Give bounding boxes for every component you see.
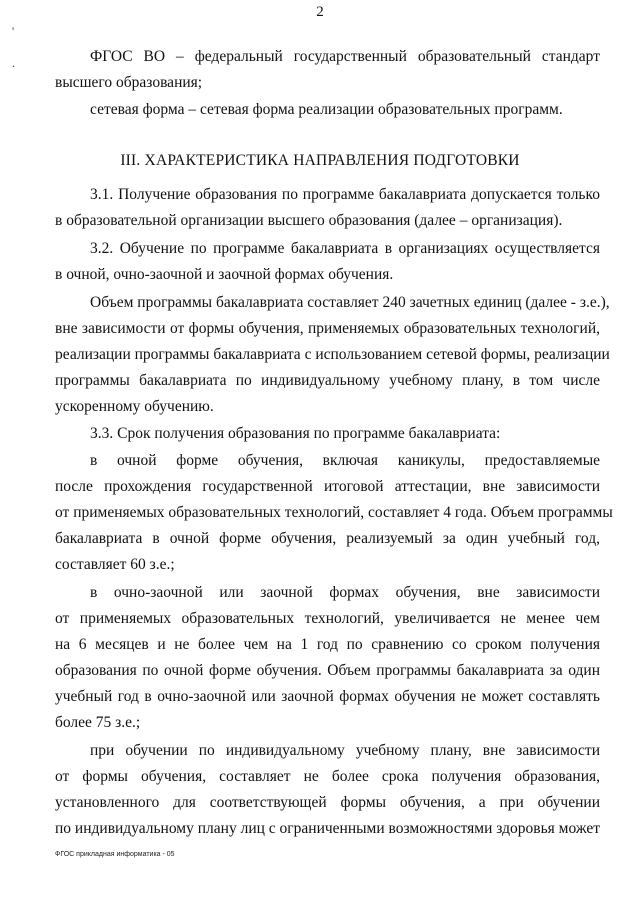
text-line: вне зависимости от формы обучения, применяемых образовательных технологий, (55, 320, 600, 337)
text-line: в образовательной организации высшего образования (далее – организация). (55, 212, 563, 229)
text-line: установленного для соответствующей формы обучения, а при обучении (55, 794, 600, 811)
text-line: учебный год в очно-заочной или заочной формах обучения не может составлять (55, 688, 600, 705)
text-line: Объем программы бакалавриата составляет 240 зачетных единиц (далее - з.е.), (90, 294, 610, 311)
text-line: сетевая форма – сетевая форма реализации образовательных программ. (90, 101, 563, 118)
text-line: более 75 з.е.; (55, 714, 141, 731)
text-line: от применяемых образовательных технологий, увеличивается не менее чем (55, 610, 600, 627)
page-number: 2 (316, 4, 324, 20)
text-line: от формы обучения, составляет не более срока получения образования, (55, 768, 600, 785)
text-line: образования по очной форме обучения. Объем программы бакалавриата за один (55, 662, 600, 679)
text-line: 3.2. Обучение по программе бакалавриата в организациях осуществляется (90, 240, 600, 257)
text-line: в очно-заочной или заочной формах обучения, вне зависимости (90, 584, 600, 601)
text-line: 3.1. Получение образования по программе бакалавриата допускается только (90, 186, 600, 203)
text-line: по индивидуальному плану лиц с ограниченными возможностями здоровья может (55, 820, 600, 837)
section-heading: III. ХАРАКТЕРИСТИКА НАПРАВЛЕНИЯ ПОДГОТОВКИ (120, 152, 520, 169)
text-line: высшего образования; (55, 74, 203, 91)
text-line: программы бакалавриата по индивидуальному учебному плану, в том числе (55, 372, 600, 389)
text-line: в очной форме обучения, включая каникулы, предоставляемые (90, 452, 600, 469)
text-line: при обучении по индивидуальному учебному плану, вне зависимости (90, 742, 600, 759)
text-line: бакалавриата в очной форме обучения, реализуемый за один учебный год, (55, 530, 600, 547)
text-line: реализации программы бакалавриата с использованием сетевой формы, реализации (55, 346, 610, 363)
text-line: 3.3. Срок получения образования по программе бакалавриата: (90, 425, 501, 442)
text-line: ФГОС ВО – федеральный государственный образовательный стандарт (90, 48, 600, 65)
text-line: составляет 60 з.е.; (55, 556, 175, 573)
document-footer: ФГОС прикладная информатика - 05 (55, 851, 175, 858)
margin-mark: ' (12, 24, 15, 38)
text-line: ускоренному обучению. (55, 398, 214, 415)
margin-mark: . (12, 56, 15, 70)
text-line: в очной, очно-заочной и заочной формах обучения. (55, 266, 394, 283)
text-line: от применяемых образовательных технологий, составляет 4 года. Объем программы (55, 504, 613, 521)
text-line: после прохождения государственной итоговой аттестации, вне зависимости (55, 478, 600, 495)
text-line: на 6 месяцев и не более чем на 1 год по сравнению со сроком получения (55, 636, 600, 653)
